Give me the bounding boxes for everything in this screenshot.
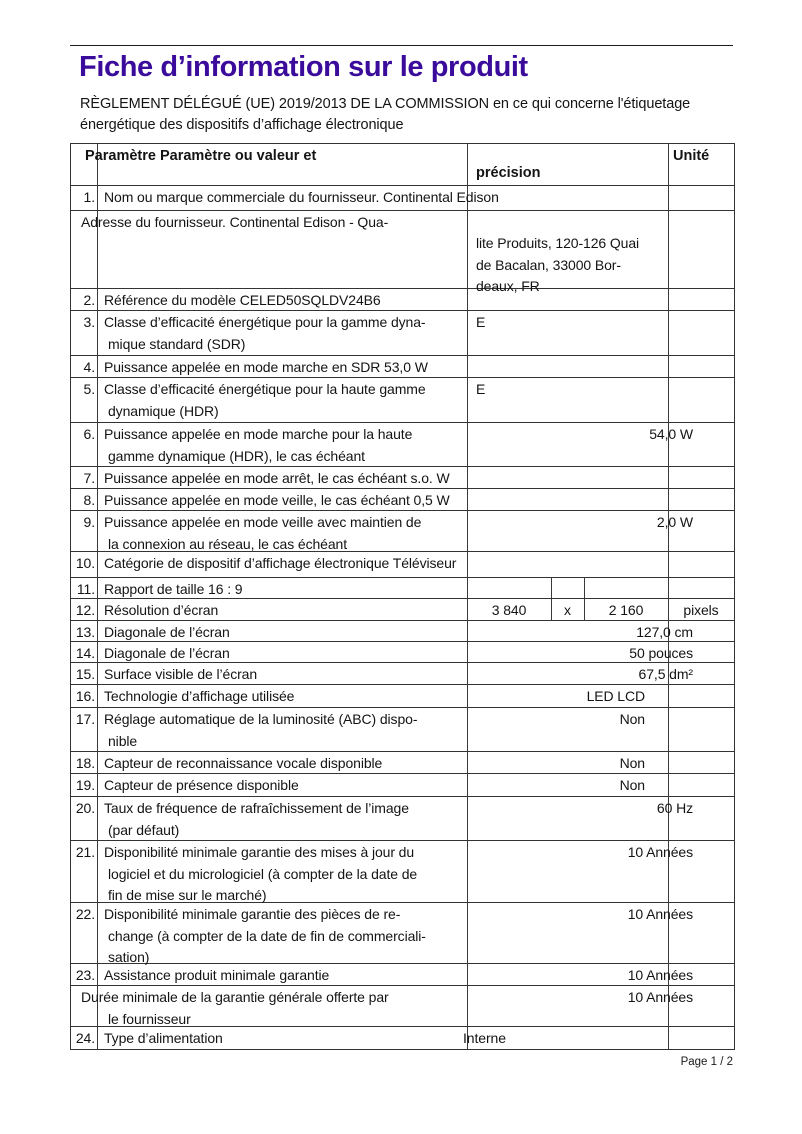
header-precision: précision [476,165,541,181]
value-cell: 10 Années [627,844,693,860]
resolution-vertical-value: 2 160 [608,602,644,618]
resolution-separator: x [564,602,571,618]
row-number: 11. [76,581,95,597]
value-cell: Non [619,711,645,727]
row-number: 5. [83,381,95,397]
table-row [71,599,734,621]
header-unit: Unité [673,148,710,164]
value-cell [476,233,639,298]
param-label-line: mique standard (SDR) [108,335,246,352]
param-label-line: Puissance appelée en mode marche en SDR 53,0 W [104,359,428,375]
table-row [71,578,734,599]
param-label [71,311,734,355]
table-row [71,289,734,311]
table-row [71,642,734,663]
value-cell: 50 pouces [629,645,693,661]
row-number: 6. [83,426,95,442]
table-row [71,903,734,964]
table-row [71,378,734,423]
resolution-horizontal-value: 3 840 [491,602,527,618]
value-cell: E [476,381,486,397]
row-number: 3. [83,314,95,330]
param-label [71,467,734,490]
param-label [71,289,734,312]
page-title: Fiche d’information sur le produit [79,51,528,83]
value-cell: Interne [463,1030,506,1046]
param-label-line: Type d’alimentation [104,1030,223,1046]
param-label-line: nible [108,732,138,749]
param-label [71,552,734,575]
param-label [71,621,734,644]
row-number: 24. [75,1030,95,1046]
value-cell: Non [619,777,645,793]
value-cell: 10 Années [627,967,693,983]
value-line: deaux, FR [476,278,540,294]
param-label-line: fin de mise sur le marché) [108,887,267,903]
param-label-line: Puissance appelée en mode arrêt, le cas échéant s.o. W [104,470,450,486]
row-number: 10. [75,555,95,571]
param-label-line: sation) [108,949,150,965]
param-label [71,1027,734,1050]
table-row [71,552,734,578]
value-cell: LED LCD [586,688,645,704]
param-label [71,797,734,841]
value-cell: 67,5 dm² [638,666,693,682]
table-row [71,467,734,489]
param-label [71,186,734,209]
table-row [71,489,734,511]
param-label-line: le fournisseur [108,1010,191,1027]
param-label-line: Surface visible de l’écran [104,666,258,682]
value-cell: 60 Hz [656,800,693,816]
param-label-line: Taux de fréquence de rafraîchissement de l’image [104,800,409,816]
param-label-line: Classe d’efficacité énergétique pour la haute gamme [104,381,426,397]
value-cell: 10 Années [627,989,693,1005]
row-number: 21. [75,844,95,860]
param-label-line: Réglage automatique de la luminosité (ABC) dispo- [104,711,418,727]
row-number: 1. [83,189,95,205]
row-number: 16. [75,688,95,704]
param-label [71,663,734,686]
param-label-line: (par défaut) [108,821,180,838]
value-cell: E [476,314,486,330]
param-label-line: Durée minimale de la garantie générale offerte par [81,989,389,1005]
value-line: lite Produits, 120-126 Quai [476,235,640,251]
param-label [71,356,734,379]
table-row [71,708,734,752]
param-label-line: Puissance appelée en mode veille avec maintien de [104,514,422,530]
param-label-line: Capteur de reconnaissance vocale disponible [104,755,383,771]
table-row [71,356,734,378]
table-row [71,841,734,903]
param-label-line: Technologie d’affichage utilisée [104,688,295,704]
table-row [71,621,734,642]
table-row [71,311,734,356]
unit-cell: pixels [683,602,719,618]
param-label-line: Disponibilité minimale garantie des mises à jour du [104,844,415,860]
param-label-line: Adresse du fournisseur. Continental Edison - Qua- [81,214,389,230]
param-label-line: Rapport de taille 16 : 9 [104,581,243,597]
value-cell: Non [619,755,645,771]
table-row [71,774,734,797]
value-cell: 10 Années [627,906,693,922]
table-row [71,423,734,467]
row-number: 12. [75,602,95,618]
param-label-line: logiciel et du micrologiciel (à compter de la date de [108,865,418,882]
table-rows [71,186,734,1049]
param-label-line: gamme dynamique (HDR), le cas échéant [108,447,365,464]
row-number: 8. [83,492,95,508]
param-label-line: la connexion au réseau, le cas échéant [108,535,348,552]
table-row [71,986,734,1027]
param-label-line: Catégorie de dispositif d’affichage électronique Téléviseur [104,555,457,571]
param-label-line: Puissance appelée en mode marche pour la haute [104,426,413,442]
table-row [71,663,734,685]
row-number: 15. [75,666,95,682]
header-rule [70,45,733,46]
param-label-line: Diagonale de l’écran [104,645,230,661]
row-number: 17. [75,711,95,727]
param-label-line: dynamique (HDR) [108,402,219,419]
table-row [71,964,734,986]
value-line: de Bacalan, 33000 Bor- [476,256,621,273]
param-label-line: Résolution d’écran [104,602,219,618]
param-label-line: Capteur de présence disponible [104,777,299,793]
param-label-line: change (à compter de la date de fin de commerciali- [108,927,426,944]
row-number: 2. [83,292,95,308]
row-number: 19. [75,777,95,793]
param-label-line: Assistance produit minimale garantie [104,967,330,983]
param-label [71,423,734,467]
table-row [71,186,734,211]
param-label [71,511,734,555]
row-number: 20. [75,800,95,816]
param-label [71,578,734,601]
row-number: 23. [75,967,95,983]
param-label [71,489,734,512]
row-number: 9. [83,514,95,530]
param-label-line: Disponibilité minimale garantie des pièces de re- [104,906,401,922]
row-number: 22. [75,906,95,922]
param-label-line: Classe d’efficacité énergétique pour la gamme dyna- [104,314,426,330]
table-row [71,797,734,841]
row-number: 13. [75,624,95,640]
param-label-line: Diagonale de l’écran [104,624,230,640]
param-label [71,378,734,422]
row-number: 14. [75,645,95,661]
value-cell: 54,0 W [649,426,693,442]
param-label-line: Référence du modèle CELED50SQLDV24B6 [104,292,381,308]
value-cell: 127,0 cm [636,624,693,640]
header-parameter: Paramètre Paramètre ou valeur et [85,148,317,164]
regulation-subtitle: RÈGLEMENT DÉLÉGUÉ (UE) 2019/2013 DE LA COMMISSION en ce qui concerne l'étiquetage énergétique des dispositifs d’affichage électronique [80,96,691,133]
page-number: Page 1 / 2 [680,1056,733,1068]
table-row [71,1027,734,1049]
table-header-row [71,144,734,186]
param-label-line: Nom ou marque commerciale du fournisseur. Continental Edison [104,189,499,205]
product-parameters-table [70,143,735,1050]
table-row [71,685,734,708]
value-cell: 2,0 W [656,514,693,530]
table-row [71,511,734,552]
param-label-line: Puissance appelée en mode veille, le cas échéant 0,5 W [104,492,450,508]
row-number: 4. [83,359,95,375]
row-number: 7. [83,470,95,486]
table-row [71,211,734,294]
table-row [71,752,734,774]
row-number: 18. [75,755,95,771]
param-label [71,211,734,234]
